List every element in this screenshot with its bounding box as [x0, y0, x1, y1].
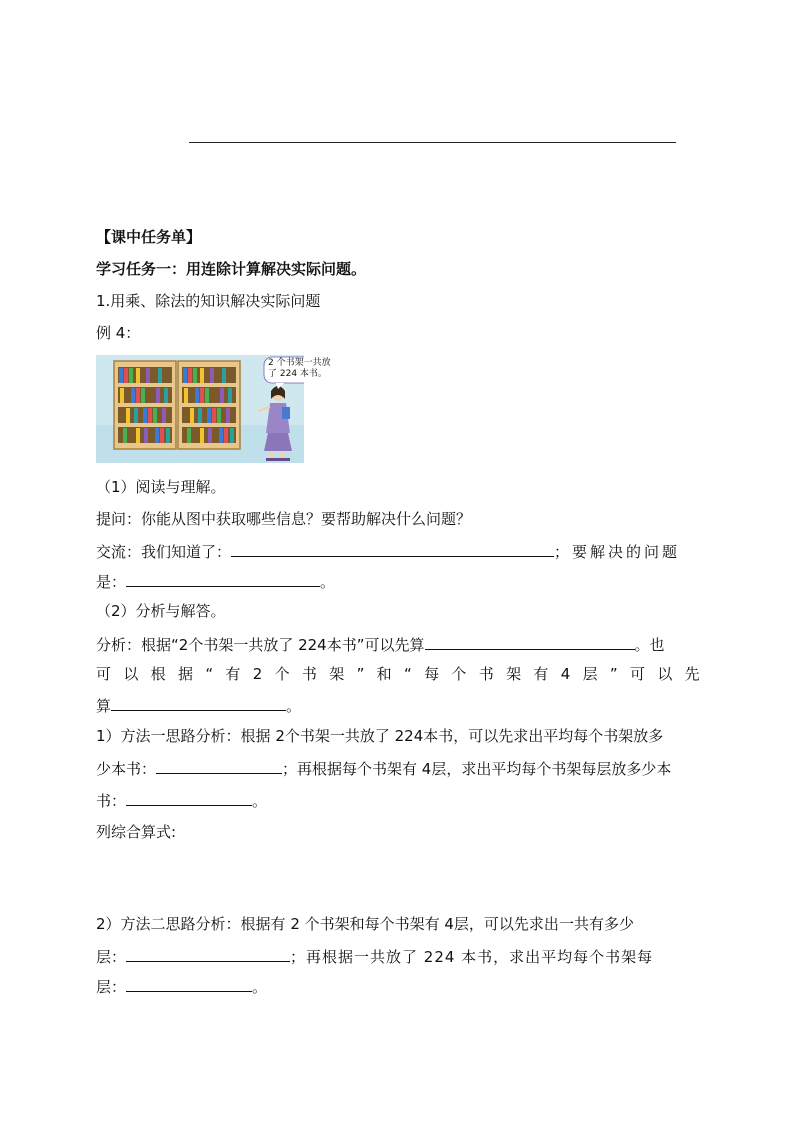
exchange-line1: 交流：我们知道了： ；要解决的问题 [96, 540, 680, 563]
bookshelf-left-icon [114, 361, 176, 449]
answer-blank[interactable] [425, 633, 635, 650]
question-text: 提问：你能从图中获取哪些信息？要帮助解决什么问题？ [96, 510, 472, 528]
spread-char: 2 [252, 665, 263, 683]
spread-char: 可 [96, 665, 112, 683]
speech-bubble-text: 2 个书架一共放 了 224 本书。 [268, 358, 331, 379]
example-label: 例 4： [96, 324, 141, 342]
answer-blank[interactable] [126, 789, 252, 806]
spread-char: 每 [424, 665, 440, 683]
spread-char: 以 [123, 665, 139, 683]
analysis-line2 [96, 663, 700, 685]
method2-line3: 层： 。 [96, 975, 267, 998]
section1-title: 1.用乘、除法的知识解决实际问题 [96, 292, 321, 310]
spread-char: “ [205, 665, 214, 683]
top-rule [189, 142, 676, 143]
step1-label: （1）阅读与理解。 [96, 478, 226, 496]
step2-label: （2）分析与解答。 [96, 602, 226, 620]
answer-blank[interactable] [126, 570, 320, 587]
spread-char: 架 [506, 665, 522, 683]
spread-char: 4 [560, 665, 571, 683]
method1-line2: 少本书： ；再根据每个书架有 4层，求出平均每个书架每层放多少本 [96, 757, 671, 780]
spread-char: 和 [376, 665, 392, 683]
bookshelf-right-icon [178, 361, 240, 449]
spread-char: 层 [582, 665, 598, 683]
task1-prefix: 学习任务一：用 [96, 260, 202, 278]
task1-title [96, 258, 366, 280]
answer-blank[interactable] [126, 945, 290, 962]
method2-line1: 2）方法二思路分析：根据有 2 个书架和每个书架有 4层，可以先求出一共有多少 [96, 915, 634, 933]
spread-char: 根 [150, 665, 166, 683]
spread-char: “ [404, 665, 412, 683]
spread-char: 有 [225, 665, 241, 683]
spread-char: 架 [329, 665, 345, 683]
spread-char: ” [609, 665, 618, 683]
answer-blank[interactable] [126, 975, 252, 992]
spread-char: ” [356, 665, 365, 683]
spread-char: 书 [478, 665, 494, 683]
spread-char: 书 [301, 665, 317, 683]
task1-bold: 连除计算解决实际问题。 [201, 260, 367, 278]
formula-label: 列综合算式: [96, 823, 177, 841]
method1-line1: 1）方法一思路分析：根据 2个书架一共放了 224本书，可以先求出平均每个书架放多 [96, 727, 664, 745]
answer-blank[interactable] [156, 757, 282, 774]
spread-char: 个 [274, 665, 290, 683]
spread-char: 有 [533, 665, 549, 683]
spread-char: 据 [177, 665, 193, 683]
answer-blank[interactable] [231, 540, 554, 557]
analysis-line1: 分析：根据“2个书架一共放了 224本书”可以先算 。也 [96, 633, 665, 656]
exchange-line2: 是： 。 [96, 570, 335, 593]
method2-line2: 层： ；再根据一共放了 224 本书，求出平均每个书架每 [96, 945, 653, 968]
section-heading: 【课中任务单】 [96, 228, 202, 246]
analysis-line3: 算 。 [96, 694, 301, 717]
method1-line3: 书： 。 [96, 789, 267, 812]
spread-char: 可 [630, 665, 646, 683]
spread-char: 先 [684, 665, 700, 683]
spread-char: 以 [657, 665, 673, 683]
answer-blank[interactable] [111, 694, 286, 711]
spread-char: 个 [451, 665, 467, 683]
